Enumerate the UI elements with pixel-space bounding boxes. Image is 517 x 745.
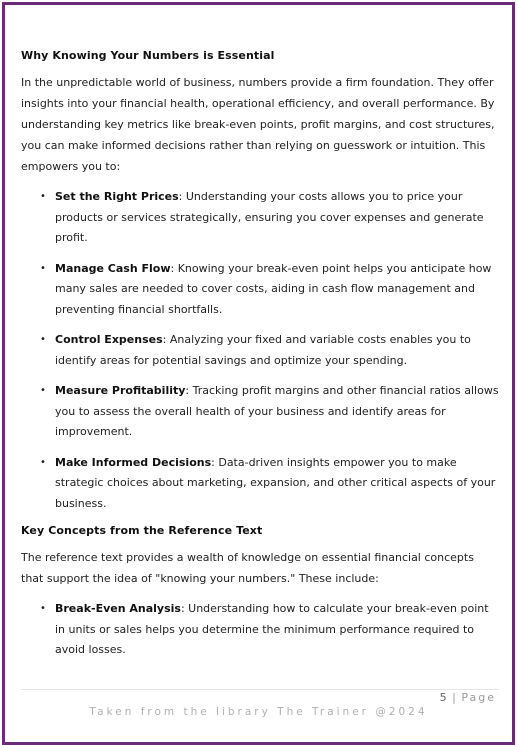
page-number-value: 5 (439, 691, 448, 704)
list-item (21, 599, 499, 661)
list-item-text: : Understanding how to calculate your break-even point in units or sales helps you determine the minimum performance required to avoid losses. (55, 602, 489, 656)
list-item-text: : Tracking profit margins and other financial ratios allows you to assess the overall health of your business and identify areas for improvement. (55, 384, 499, 438)
bullet-icon: • (40, 191, 46, 202)
bullet-icon: • (40, 385, 46, 396)
list-item-text: : Understanding your costs allows you to price your products or services strategically, ensuring you cover expenses and generate profit. (55, 190, 484, 244)
section-intro-key-concepts: The reference text provides a wealth of knowledge on essential financial concepts that support the idea of "knowing your numbers." These include: (21, 551, 474, 585)
concepts-list (21, 599, 499, 661)
benefits-list (21, 187, 499, 514)
list-item (21, 453, 499, 515)
list-item-title: Set the Right Prices (55, 190, 179, 203)
section-heading-key-concepts: Key Concepts from the Reference Text (21, 524, 263, 537)
list-item (21, 187, 499, 249)
bullet-icon: • (40, 603, 46, 614)
footer-credit: Taken from the library The Trainer @2024 (89, 706, 428, 718)
list-item-title: Control Expenses (55, 333, 163, 346)
page-frame (2, 2, 515, 745)
bullet-icon: • (40, 262, 46, 274)
page-number (440, 691, 496, 704)
document-body (21, 49, 499, 671)
page-number-label: Page (461, 691, 496, 704)
list-item-text: : Knowing your break-even point helps you anticipate how many sales are needed to cover costs, aiding in cash flow management and preventing financial shortfalls. (55, 261, 492, 316)
list-item (21, 259, 499, 321)
bullet-icon: • (40, 456, 46, 468)
list-item-title: Manage Cash Flow (55, 261, 171, 275)
bullet-icon: • (40, 334, 46, 345)
section-intro-why: In the unpredictable world of business, numbers provide a firm foundation. They offer insights into your financial health, operational efficiency, and overall performance. By understanding key metrics like break-even points, profit margins, and cost structures, you can make informed decisions rather than relying on guesswork or intuition. This empowers you to: (21, 76, 495, 173)
list-item-title: Break-Even Analysis (55, 602, 181, 615)
list-item (21, 330, 499, 371)
section-heading-why: Why Knowing Your Numbers is Essential (21, 49, 275, 62)
footer-divider (21, 689, 499, 690)
list-item-title: Measure Profitability (55, 384, 186, 397)
list-item-text: : Analyzing your fixed and variable costs enables you to identify areas for potential savings and optimize your spending. (55, 333, 471, 367)
page-number-separator: | (452, 691, 457, 704)
list-item-title: Make Informed Decisions (55, 455, 212, 469)
list-item-text: : Data-driven insights empower you to make strategic choices about marketing, expansion, and other critical aspects of your business. (55, 455, 496, 510)
list-item (21, 381, 499, 443)
